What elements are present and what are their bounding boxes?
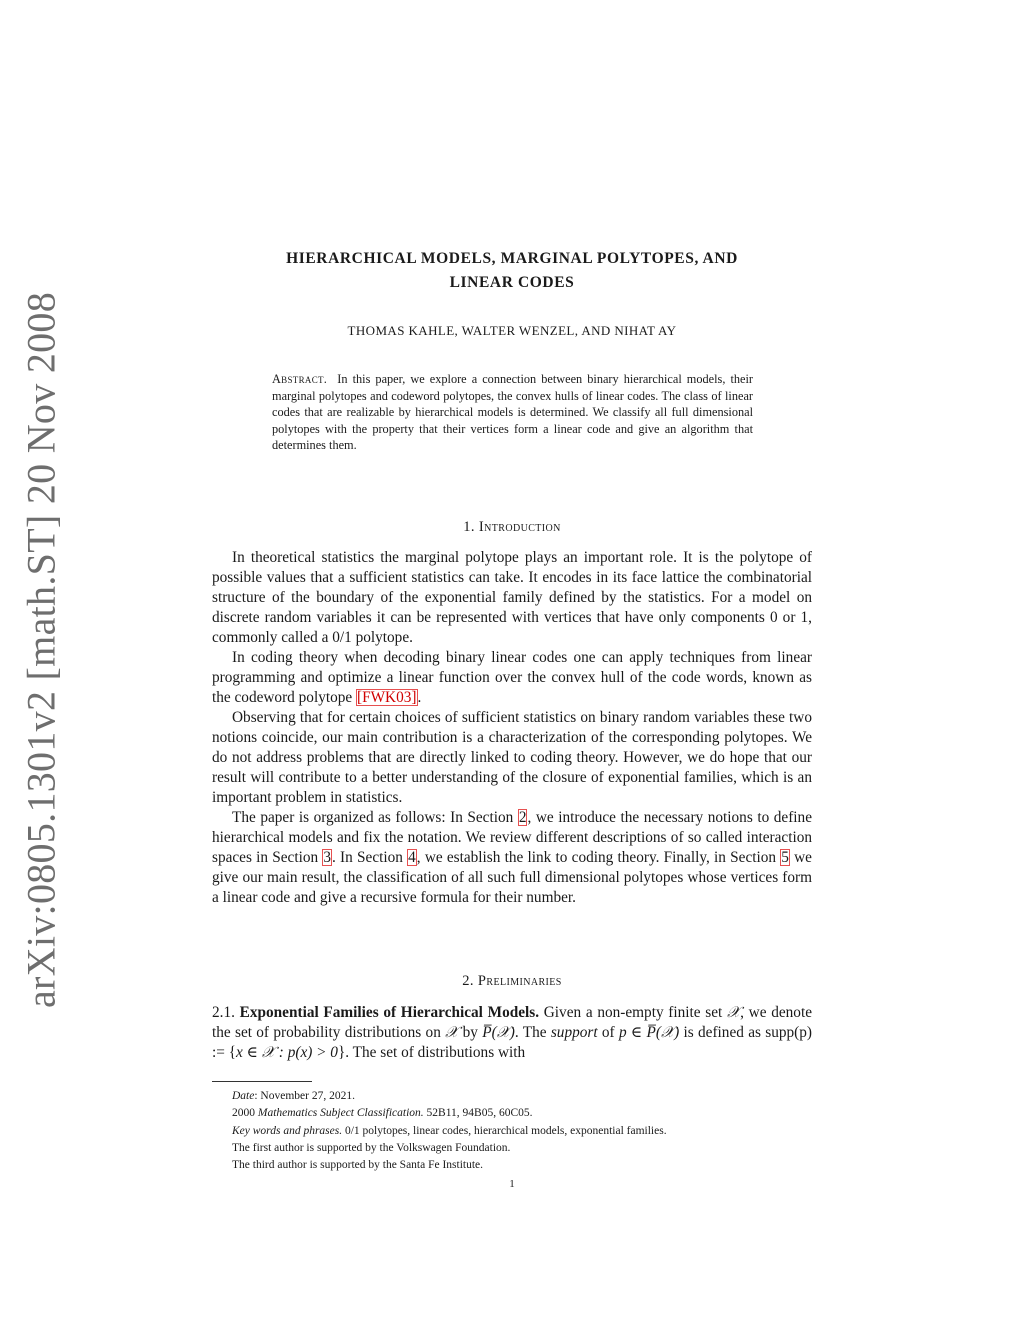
prelim-paragraph-1 bbox=[212, 1003, 812, 1063]
abstract-text: In this paper, we explore a connection between binary hierarchical models, their marginal polytopes and codeword polytopes, the convex hulls of linear codes. The class of linear codes that are realizable by hierarchical models is determined. We classify all full dimensional polytopes with the property that their vertices form a linear code and give an algorithm that determines them. bbox=[272, 372, 753, 452]
date-label: Date bbox=[232, 1090, 255, 1102]
intro-p4-part-a: The paper is organized as follows: In Section bbox=[232, 809, 518, 826]
prelim-text-1: Given a non-empty finite set bbox=[539, 1004, 727, 1021]
paper-title bbox=[200, 247, 824, 295]
title-line-1: HIERARCHICAL MODELS, MARGINAL POLYTOPES, AND bbox=[286, 250, 738, 267]
footnote-funding-1: The first author is supported by the Volkswagen Foundation. bbox=[232, 1141, 511, 1154]
date-value: : November 27, 2021. bbox=[254, 1090, 355, 1102]
support-term: support bbox=[550, 1024, 598, 1041]
prelim-text-5: of bbox=[597, 1024, 619, 1041]
footnote-msc bbox=[212, 1105, 822, 1122]
footnote-funding-2: The third author is supported by the Santa Fe Institute. bbox=[232, 1159, 484, 1172]
symbol-p-in-set: p ∈ P̅(𝒳) bbox=[618, 1024, 680, 1041]
section-ref-2[interactable]: 2 bbox=[518, 809, 527, 826]
intro-p4-part-b: , we introduce the necessary notions to define hierarchical models and fix the notation. We review different descriptions of so called interaction spaces in Section bbox=[212, 809, 812, 866]
section-ref-5[interactable]: 5 bbox=[781, 849, 789, 866]
symbol-x-set: 𝒳 bbox=[727, 1004, 741, 1021]
intro-p4-part-d: , we establish the link to coding theory. Finally, in Section bbox=[416, 849, 781, 866]
abstract-label: Abstract. bbox=[272, 372, 328, 386]
symbol-x-set-2: 𝒳 bbox=[445, 1024, 459, 1041]
intro-paragraph-4 bbox=[212, 808, 812, 908]
section-ref-4[interactable]: 4 bbox=[408, 849, 416, 866]
intro-p4-part-e: we give our main result, the classification of all such full dimensional polytopes whose vertices form a linear code and give a recursive formula for their number. bbox=[212, 849, 812, 906]
footnotes bbox=[212, 1088, 822, 1174]
section-heading-preliminaries: 2. Preliminaries bbox=[462, 973, 562, 989]
keywords-value: 0/1 polytopes, linear codes, hierarchical models, exponential families. bbox=[342, 1124, 667, 1137]
prelim-text-7: }. The set of distributions with bbox=[337, 1044, 526, 1061]
subsection-number: 2.1. bbox=[212, 1004, 235, 1021]
msc-prefix: 2000 bbox=[232, 1107, 258, 1120]
symbol-support-set: x ∈ 𝒳 : p(x) > 0 bbox=[236, 1044, 338, 1061]
footnote-date bbox=[212, 1088, 822, 1105]
section-heading-introduction: 1. Introduction bbox=[463, 519, 561, 535]
intro-paragraph-2 bbox=[212, 648, 812, 708]
intro-paragraph-1: In theoretical statistics the marginal polytope plays an important role. It is the polytope of possible values that a sufficient statistics can take. It encodes in its face lattice the combinatorial structure of the boundary of the exponential family defined by the statistics. For a model on discrete random variables it can be represented with vertices that have only components 0 or 1, commonly called a 0/1 polytope. bbox=[212, 549, 812, 646]
prelim-text-4: . The bbox=[514, 1024, 551, 1041]
prelim-text-6: is defined as supp(p) := { bbox=[212, 1024, 812, 1061]
page-number: 1 bbox=[509, 1178, 515, 1190]
footnote-keywords bbox=[212, 1123, 822, 1140]
author-list: THOMAS KAHLE, WALTER WENZEL, AND NIHAT AY bbox=[347, 323, 677, 338]
preliminaries-body bbox=[212, 1003, 812, 1063]
arxiv-identifier: arXiv:0805.1301v2 [math.ST] 20 Nov 2008 bbox=[18, 291, 64, 1009]
title-line-2: LINEAR CODES bbox=[449, 274, 575, 291]
prelim-text-3: by bbox=[458, 1024, 483, 1041]
intro-p2-end: . bbox=[417, 689, 422, 706]
intro-paragraph-3: Observing that for certain choices of sufficient statistics on binary random variables these two notions coincide, our main contribution is a characterization of the corresponding polytopes. We do not address problems that are directly linked to coding theory. However, we do hope that our result will contribute to a better understanding of the closure of exponential families, which is an important problem in statistics. bbox=[212, 709, 812, 806]
abstract bbox=[272, 371, 753, 454]
footnote-divider bbox=[212, 1081, 312, 1082]
prelim-text-2: , we denote the set of probability distributions on bbox=[212, 1004, 812, 1041]
keywords-label: Key words and phrases. bbox=[232, 1124, 343, 1137]
msc-value: 52B11, 94B05, 60C05. bbox=[423, 1107, 533, 1120]
msc-label: Mathematics Subject Classification. bbox=[257, 1107, 424, 1120]
intro-p2-text: In coding theory when decoding binary linear codes one can apply techniques from linear programming and optimize a linear function over the convex hull of the code words, known as the codeword polytope bbox=[212, 649, 812, 706]
section-ref-3[interactable]: 3 bbox=[323, 849, 332, 866]
symbol-p-bar-x: P̅(𝒳) bbox=[482, 1024, 515, 1041]
intro-p4-part-c: . In Section bbox=[332, 849, 408, 866]
subsection-title: Exponential Families of Hierarchical Models. bbox=[239, 1004, 540, 1021]
introduction-body bbox=[212, 548, 812, 908]
citation-fwk03[interactable]: [FWK03] bbox=[357, 689, 417, 706]
